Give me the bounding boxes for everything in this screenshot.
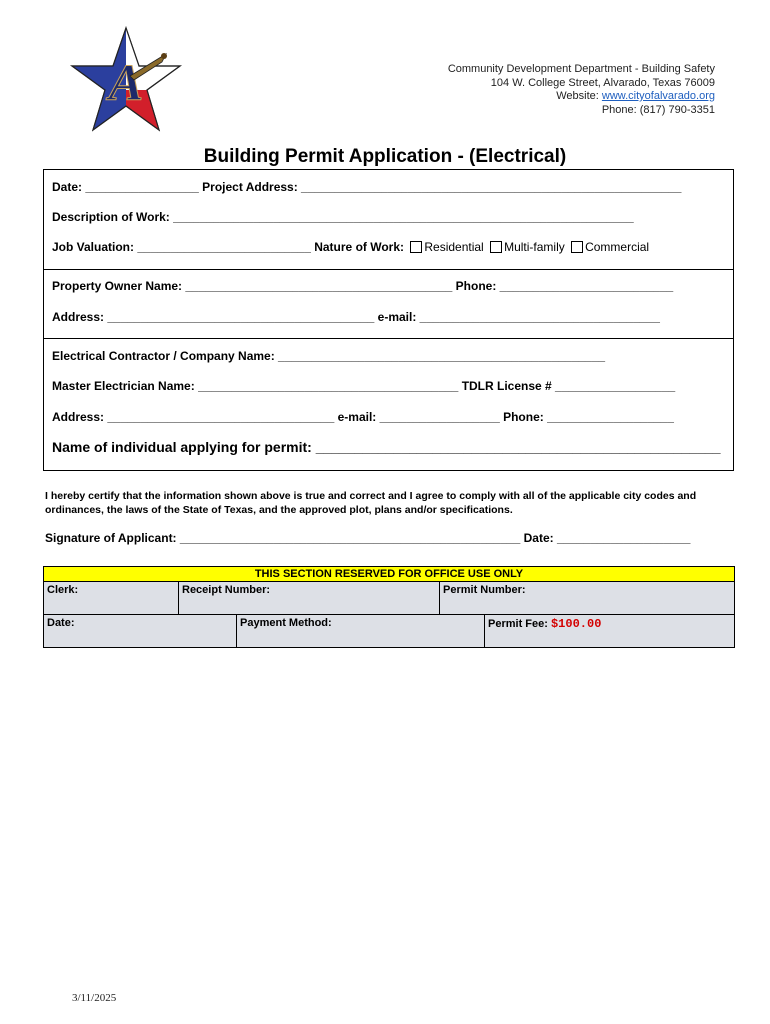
department-address: 104 W. College Street, Alvarado, Texas 76009 [490, 76, 715, 89]
contractor-section [43, 338, 734, 471]
clerk-field[interactable]: Clerk: [47, 584, 79, 596]
office-divider [44, 614, 734, 615]
contractor-address-field[interactable]: Address: __________________________________ [52, 410, 335, 424]
valuation-row [52, 240, 649, 254]
form-title: Building Permit Application - (Electrical) [203, 146, 567, 167]
contractor-company-field[interactable]: Electrical Contractor / Company Name: _________________________________________________ [52, 349, 606, 363]
date-field[interactable]: Date: _________________ [52, 180, 199, 194]
owner-phone-field[interactable]: Phone: __________________________ [455, 279, 674, 293]
residential-checkbox[interactable] [410, 241, 422, 253]
contractor-address-row [52, 410, 674, 424]
website-label: Website: [556, 90, 602, 102]
permit-number-field[interactable]: Permit Number: [443, 584, 526, 596]
tdlr-license-field[interactable]: TDLR License # __________________ [461, 379, 676, 393]
website-link[interactable]: www.cityofalvarado.org [601, 90, 715, 102]
office-use-section [43, 566, 735, 648]
office-date-field[interactable]: Date: [47, 617, 75, 629]
master-electrician-row [52, 379, 675, 393]
master-electrician-field[interactable]: Master Electrician Name: _______________________________________ [52, 379, 459, 393]
project-address-field[interactable]: Project Address: _________________________________________________________ [202, 180, 682, 194]
department-phone: Phone: (817) 790-3351 [601, 103, 715, 116]
website-line [448, 90, 715, 104]
residential-label: Residential [424, 240, 484, 254]
applicant-name-field[interactable]: Name of individual applying for permit: ____________________________________________________ [52, 439, 721, 455]
description-field[interactable]: Description of Work: _____________________________________________________________________ [52, 210, 634, 224]
city-logo [70, 26, 182, 138]
permit-fee-field [485, 615, 604, 633]
permit-fee-amount: $100.00 [550, 617, 602, 631]
receipt-number-field[interactable]: Receipt Number: [182, 584, 271, 596]
department-name: Community Development Department - Building Safety [447, 63, 715, 75]
multi-family-label: Multi-family [504, 240, 565, 254]
project-date-row [52, 180, 681, 194]
owner-name-field[interactable]: Property Owner Name: ________________________________________ [52, 279, 453, 293]
department-info [448, 63, 715, 117]
svg-text:A: A [108, 55, 144, 112]
office-use-heading: THIS SECTION RESERVED FOR OFFICE USE ONLY [44, 567, 734, 582]
owner-section [43, 269, 734, 339]
signature-date-field[interactable]: Date: ____________________ [523, 531, 691, 545]
project-section [43, 169, 734, 270]
nature-of-work-label: Nature of Work: [314, 240, 405, 254]
footer-date: 3/11/2025 [72, 992, 117, 1004]
owner-address-row [52, 310, 660, 324]
certification-text: I hereby certify that the information shown above is true and correct and I agree to comply with all of the applicable city codes and ordinances, the laws of the State of Texas, and the approved plot, plans and/or specifications. [45, 490, 697, 516]
permit-fee-label: Permit Fee: [488, 618, 548, 630]
commercial-checkbox[interactable] [571, 241, 583, 253]
signature-row [45, 531, 690, 545]
commercial-label: Commercial [585, 240, 650, 254]
job-valuation-field[interactable]: Job Valuation: __________________________ [52, 240, 311, 254]
owner-email-field[interactable]: e-mail: ____________________________________ [377, 310, 660, 324]
multi-family-checkbox[interactable] [490, 241, 502, 253]
contractor-phone-field[interactable]: Phone: ___________________ [503, 410, 674, 424]
signature-field[interactable]: Signature of Applicant: ___________________________________________________ [45, 531, 521, 545]
contractor-email-field[interactable]: e-mail: __________________ [337, 410, 500, 424]
payment-method-field[interactable]: Payment Method: [240, 617, 332, 629]
owner-name-row [52, 279, 673, 293]
owner-address-field[interactable]: Address: ________________________________________ [52, 310, 375, 324]
